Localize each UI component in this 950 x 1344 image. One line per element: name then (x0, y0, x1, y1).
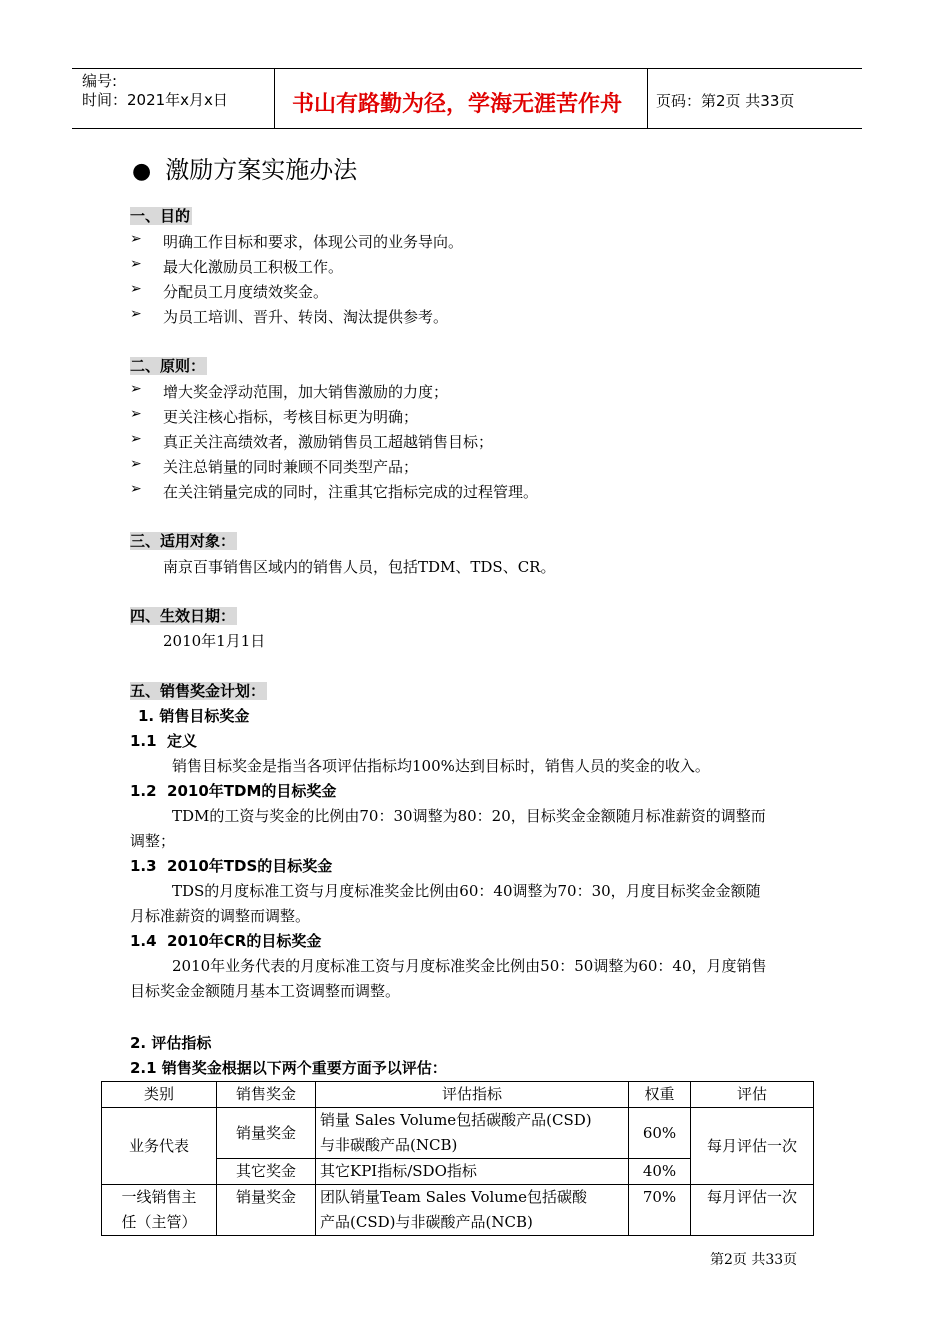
header-time: 时间：2021年x月x日 (82, 91, 228, 109)
table-cell-category-line: 一线销售主 (121, 1188, 197, 1206)
section-heading-text: 二、原则： (130, 357, 206, 375)
document-title (132, 150, 357, 185)
subsection-1-4-title: 1.4 2010年CR的目标奖金 (130, 932, 322, 950)
subsection-1-4-text-line1: 2010年业务代表的月度标准工资与月度标准奖金比例由50：50调整为60：40，月度销售 (172, 957, 767, 975)
list-item-text: 真正关注高绩效者，激励销售员工超越销售目标； (163, 433, 494, 451)
table-cell-bonus: 销量奖金 (217, 1108, 316, 1159)
table-header-cell: 销售奖金 (217, 1082, 316, 1108)
table-header-cell: 权重 (629, 1082, 691, 1108)
table-cell-metric-line: 产品(CSD)与非碳酸产品(NCB) (320, 1213, 533, 1231)
table-cell-metric-line: 与非碳酸产品(NCB) (320, 1136, 458, 1154)
bullet-dot-icon: ● (132, 159, 152, 184)
section-principles-heading (130, 355, 207, 376)
subsection-evaluation-metrics: 2. 评估指标 (130, 1034, 212, 1052)
table-cell-category (102, 1185, 217, 1236)
table-cell-metric (316, 1185, 629, 1236)
section-heading-text: 一、目的 (130, 207, 191, 225)
table-cell-metric: 其它KPI指标/SDO指标 (316, 1159, 629, 1185)
table-cell-metric-line: 团队销量Team Sales Volume包括碳酸 (320, 1188, 588, 1206)
arrow-bullet-icon: ➢ (130, 456, 142, 472)
table-cell-weight: 40% (629, 1159, 691, 1185)
subsection-1-4-text-line2: 目标奖金金额随月基本工资调整而调整。 (130, 982, 401, 1000)
list-item-text: 在关注销量完成的同时，注重其它指标完成的过程管理。 (163, 483, 539, 501)
table-header-row (102, 1082, 814, 1108)
table-header-cell: 评估指标 (316, 1082, 629, 1108)
arrow-bullet-icon: ➢ (130, 381, 142, 397)
table-row (102, 1185, 814, 1236)
subsection-2-1-title: 2.1 销售奖金根据以下两个重要方面予以评估： (130, 1059, 447, 1077)
list-item-text: 关注总销量的同时兼顾不同类型产品； (163, 458, 419, 476)
arrow-bullet-icon: ➢ (130, 306, 142, 322)
list-item-text: 明确工作目标和要求，体现公司的业务导向。 (163, 233, 464, 251)
table-cell-bonus: 其它奖金 (217, 1159, 316, 1185)
arrow-bullet-icon: ➢ (130, 431, 142, 447)
section-purpose-heading (130, 205, 192, 226)
table-cell-category: 业务代表 (102, 1108, 217, 1185)
arrow-bullet-icon: ➢ (130, 406, 142, 422)
section-heading-text: 三、适用对象： (130, 532, 236, 550)
header-top-rule (72, 68, 862, 69)
header-divider-right (647, 68, 648, 129)
header-number: 编号: (82, 72, 118, 90)
header-bottom-rule (72, 128, 862, 129)
page-footer: 第2页 共33页 (710, 1252, 798, 1268)
table-cell-evaluation: 每月评估一次 (691, 1185, 814, 1236)
table-header-cell: 类别 (102, 1082, 217, 1108)
section-plan-heading (130, 680, 267, 701)
arrow-bullet-icon: ➢ (130, 231, 142, 247)
subsection-1-2-text-line1: TDM的工资与奖金的比例由70：30调整为80：20，目标奖金金额随月标准薪资的调整而 (172, 807, 766, 825)
arrow-bullet-icon: ➢ (130, 281, 142, 297)
arrow-bullet-icon: ➢ (130, 481, 142, 497)
subsection-1-3-title: 1.3 2010年TDS的目标奖金 (130, 857, 333, 875)
subsection-1-2-text-line2: 调整； (130, 832, 176, 850)
subsection-1-3-text-line1: TDS的月度标准工资与月度标准奖金比例由60：40调整为70：30，月度目标奖金金额随 (172, 882, 761, 900)
table-cell-metric-line: 销量 Sales Volume包括碳酸产品(CSD) (320, 1111, 592, 1129)
table-row (102, 1108, 814, 1159)
header-page-number: 页码：第2页 共33页 (656, 92, 795, 110)
list-item-text: 为员工培训、晋升、转岗、淘汰提供参考。 (163, 308, 449, 326)
subsection-1-2-title: 1.2 2010年TDM的目标奖金 (130, 782, 337, 800)
table-header-cell: 评估 (691, 1082, 814, 1108)
effective-date-text: 2010年1月1日 (163, 632, 266, 650)
list-item-text: 分配员工月度绩效奖金。 (163, 283, 329, 301)
list-item-text: 最大化激励员工积极工作。 (163, 258, 344, 276)
header-divider-left (274, 68, 275, 129)
section-heading-text: 四、生效日期： (130, 607, 236, 625)
table-cell-weight: 60% (629, 1108, 691, 1159)
table-cell-weight: 70% (629, 1185, 691, 1236)
header-motto: 书山有路勤为径，学海无涯苦作舟 (292, 92, 623, 117)
subsection-1-3-text-line2: 月标准薪资的调整而调整。 (130, 907, 311, 925)
subsection-target-bonus: 1. 销售目标奖金 (138, 707, 250, 725)
section-heading-text: 五、销售奖金计划： (130, 682, 266, 700)
list-item-text: 更关注核心指标，考核目标更为明确； (163, 408, 419, 426)
table-cell-metric (316, 1108, 629, 1159)
subsection-1-1-title: 1.1 定义 (130, 732, 198, 750)
section-scope-heading (130, 530, 237, 551)
evaluation-table (101, 1081, 814, 1236)
list-item-text: 增大奖金浮动范围，加大销售激励的力度； (163, 383, 449, 401)
arrow-bullet-icon: ➢ (130, 256, 142, 272)
table-cell-bonus: 销量奖金 (217, 1185, 316, 1236)
table-cell-category-line: 任（主管） (121, 1213, 197, 1231)
scope-text: 南京百事销售区域内的销售人员，包括TDM、TDS、CR。 (163, 558, 556, 576)
subsection-1-1-text: 销售目标奖金是指当各项评估指标均100%达到目标时，销售人员的奖金的收入。 (172, 757, 710, 775)
document-title-text: 激励方案实施办法 (165, 156, 358, 184)
section-effective-heading (130, 605, 237, 626)
table-cell-evaluation: 每月评估一次 (691, 1108, 814, 1185)
